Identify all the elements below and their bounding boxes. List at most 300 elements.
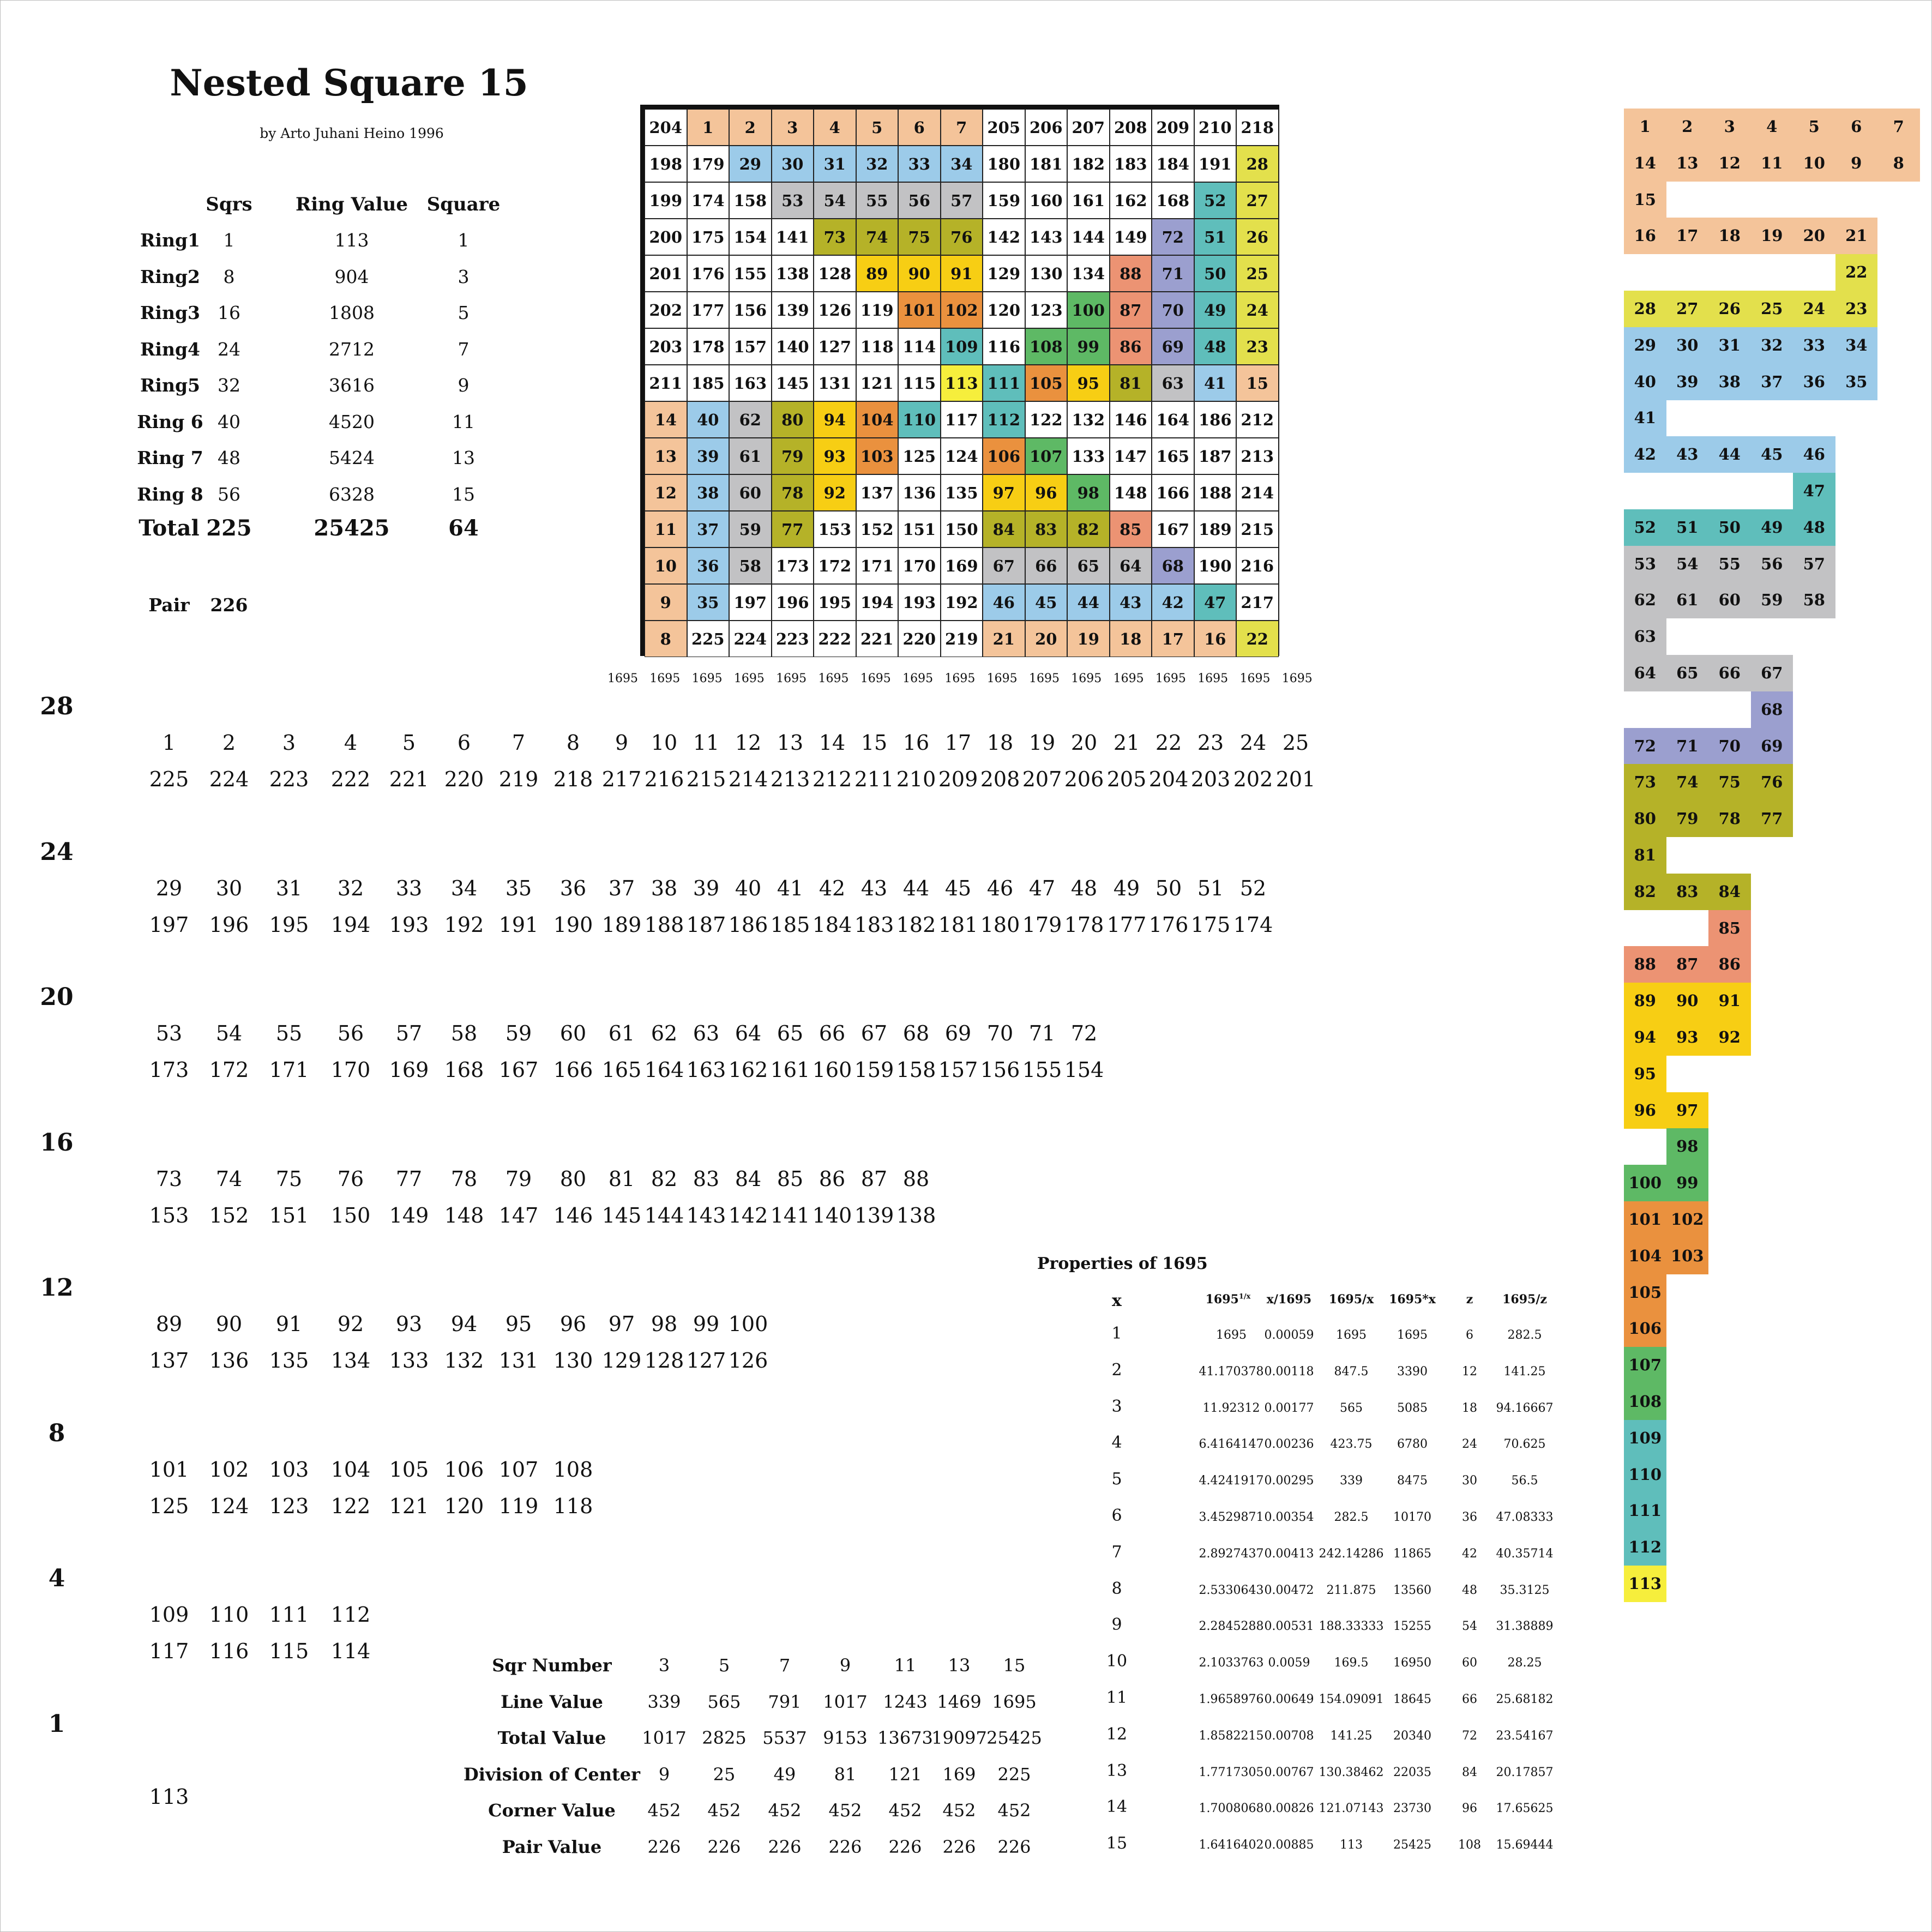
sqr-table-value: 25: [713, 1764, 736, 1785]
properties-value: 54: [1462, 1620, 1477, 1634]
pair-top: 43: [860, 876, 888, 900]
sqr-table-value: 11: [894, 1655, 917, 1676]
properties-value: 48: [1462, 1583, 1477, 1597]
pair-bottom: 162: [728, 1058, 768, 1082]
grid-cell: 5: [856, 109, 899, 146]
total-value: 225: [206, 515, 252, 541]
grid-cell: 10: [645, 547, 687, 584]
properties-value: 0.0059: [1268, 1656, 1310, 1670]
properties-value: 2.2845288: [1199, 1620, 1264, 1634]
strip-cell: 35: [1835, 364, 1878, 400]
grid-cell: 175: [687, 219, 730, 255]
grid-cell: 61: [729, 438, 772, 474]
strip-cell: 64: [1624, 655, 1666, 691]
ring-value: 5: [458, 302, 470, 323]
properties-value: 0.00885: [1264, 1838, 1314, 1852]
strip-cell: 40: [1624, 364, 1666, 400]
pair-bottom: 185: [770, 912, 810, 937]
grid-cell: 154: [729, 219, 772, 255]
properties-value: 0.00177: [1264, 1401, 1314, 1415]
properties-value: 20340: [1393, 1729, 1431, 1743]
pair-bottom: 190: [553, 912, 593, 937]
strip-cell: 7: [1877, 109, 1920, 145]
pair-top: 45: [944, 876, 972, 900]
ring-value: 32: [218, 375, 240, 396]
pair-top: 101: [149, 1457, 189, 1482]
pair-bottom: 118: [553, 1494, 593, 1518]
pair-bottom: 186: [728, 912, 768, 937]
grid-cell: 14: [645, 401, 687, 438]
grid-cell: 7: [941, 109, 983, 146]
grid-cell: 141: [772, 219, 814, 255]
grid-cell: 158: [729, 182, 772, 219]
strip-cell: 96: [1624, 1092, 1666, 1129]
properties-value: 1.7008068: [1199, 1802, 1264, 1816]
grid-cell: 72: [1152, 219, 1194, 255]
pair-top: 15: [860, 731, 888, 755]
pair-bottom: 152: [209, 1203, 249, 1227]
properties-value: 108: [1458, 1838, 1481, 1852]
properties-value: 15.69444: [1496, 1838, 1554, 1852]
strip-cell: 106: [1624, 1310, 1666, 1347]
pair-bottom: 201: [1275, 767, 1316, 791]
pair-bottom: 182: [896, 912, 936, 937]
grid-cell: 87: [1110, 292, 1152, 328]
grid-cell: 97: [983, 474, 1025, 511]
sqr-table-value: 226: [997, 1836, 1031, 1857]
properties-value: 211.875: [1326, 1583, 1376, 1597]
grid-cell: 166: [1152, 474, 1194, 511]
properties-x: 5: [1111, 1470, 1122, 1489]
strip-cell: 63: [1624, 618, 1666, 655]
grid-cell: 150: [941, 511, 983, 547]
properties-x: 7: [1111, 1542, 1122, 1562]
grid-cell: 119: [856, 292, 899, 328]
pair-top: 32: [337, 876, 364, 900]
grid-cell: 196: [772, 584, 814, 621]
sqr-table-value: 225: [997, 1764, 1031, 1785]
pair-bottom: 175: [1190, 912, 1231, 937]
grid-cell: 176: [687, 255, 730, 292]
grid-cell: 44: [1067, 584, 1110, 621]
grid-cell: 35: [687, 584, 730, 621]
pair-bottom: 188: [644, 912, 684, 937]
grid-cell: 136: [898, 474, 941, 511]
grid-cell: 139: [772, 292, 814, 328]
pair-top: 87: [860, 1166, 888, 1191]
pair-bottom: 143: [686, 1203, 726, 1227]
strip-cell: 11: [1751, 145, 1793, 182]
grid-cell: 12: [645, 474, 687, 511]
grid-cell: 67: [983, 547, 1025, 584]
pair-bottom: 180: [980, 912, 1020, 937]
grid-cell: 30: [772, 146, 814, 182]
pair-top: 37: [608, 876, 635, 900]
grid-cell: 142: [983, 219, 1025, 255]
properties-x: 10: [1106, 1652, 1128, 1671]
pair-top: 92: [337, 1312, 364, 1336]
pair-bottom: 120: [444, 1494, 484, 1518]
grid-cell: 9: [645, 584, 687, 621]
sqr-table-value: 452: [942, 1800, 976, 1821]
strip-cell: 27: [1666, 291, 1709, 327]
grid-cell: 167: [1152, 511, 1194, 547]
pair-bottom: 132: [444, 1349, 484, 1373]
grid-cell: 17: [1152, 621, 1194, 657]
grid-cell: 216: [1236, 547, 1279, 584]
pair-bottom: 142: [728, 1203, 768, 1227]
strip-cell: 77: [1751, 801, 1793, 837]
grid-cell: 205: [983, 109, 1025, 146]
grid-cell: 85: [1110, 511, 1152, 547]
pair-top: 35: [505, 876, 532, 900]
group-label: 1: [48, 1710, 65, 1738]
strip-cell: 109: [1624, 1420, 1666, 1456]
strip-cell: 69: [1751, 728, 1793, 765]
properties-value: 1.7717305: [1199, 1765, 1264, 1779]
pair-bottom: 138: [896, 1203, 936, 1227]
grid-cell: 115: [898, 365, 941, 401]
line-sum: 1695: [860, 672, 891, 685]
pair-top: 61: [608, 1021, 635, 1045]
strip-cell: 15: [1624, 182, 1666, 218]
grid-cell: 112: [983, 401, 1025, 438]
pair-bottom: 217: [601, 767, 642, 791]
properties-header: z: [1466, 1292, 1473, 1307]
pair-bottom: 205: [1106, 767, 1147, 791]
pair-top: 75: [275, 1166, 303, 1191]
properties-value: 0.00295: [1264, 1474, 1314, 1488]
sqr-table-value: 19097: [931, 1728, 987, 1748]
grid-cell: 43: [1110, 584, 1152, 621]
pair-top: 56: [337, 1021, 364, 1045]
pair-top: 57: [395, 1021, 423, 1045]
sqr-table-value: 9: [839, 1655, 851, 1676]
grid-cell: 190: [1194, 547, 1237, 584]
grid-cell: 99: [1067, 328, 1110, 365]
pair-top: 108: [553, 1457, 593, 1482]
grid-cell: 152: [856, 511, 899, 547]
pair-bottom: 146: [553, 1203, 593, 1227]
properties-value: 169.5: [1334, 1656, 1369, 1670]
properties-value: 47.08333: [1496, 1510, 1554, 1524]
grid-cell: 135: [941, 474, 983, 511]
strip-cell: 85: [1708, 910, 1751, 947]
line-sum: 1695: [902, 672, 934, 685]
pair-top: 96: [559, 1312, 587, 1336]
line-sum: 1695: [607, 672, 638, 685]
ring-value: 5424: [329, 447, 375, 468]
grid-cell: 155: [729, 255, 772, 292]
pair-top: 62: [651, 1021, 678, 1045]
pair-top: 2: [222, 731, 236, 755]
pair-bottom: 147: [498, 1203, 539, 1227]
grid-cell: 164: [1152, 401, 1194, 438]
line-sum: 1695: [649, 672, 681, 685]
ring-table-header: Square: [426, 194, 501, 215]
properties-value: 0.00531: [1264, 1620, 1314, 1634]
line-sum: 1695: [986, 672, 1018, 685]
pair-bottom: 192: [444, 912, 484, 937]
pair-bottom: 173: [149, 1058, 189, 1082]
strip-cell: 95: [1624, 1056, 1666, 1092]
strip-cell: 67: [1751, 655, 1793, 691]
sqr-table-value: 452: [707, 1800, 741, 1821]
strip-cell: 13: [1666, 145, 1709, 182]
pair-bottom: 223: [269, 767, 309, 791]
ring-value: 3616: [329, 375, 375, 396]
strip-cell: 68: [1751, 691, 1793, 728]
grid-cell: 86: [1110, 328, 1152, 365]
strip-cell: 25: [1751, 291, 1793, 327]
magic-square-grid: [640, 105, 1279, 656]
group-label: 12: [40, 1274, 74, 1302]
sqr-table-value: 7: [779, 1655, 791, 1676]
pair-top: 33: [395, 876, 423, 900]
properties-value: 17.65625: [1496, 1802, 1554, 1816]
pair-bottom: 181: [938, 912, 978, 937]
strip-cell: 17: [1666, 218, 1709, 254]
properties-value: 36: [1462, 1510, 1477, 1524]
strip-cell: 1: [1624, 109, 1666, 145]
strip-cell: 5: [1793, 109, 1835, 145]
grid-cell: 180: [983, 146, 1025, 182]
strip-cell: 21: [1835, 218, 1878, 254]
grid-cell: 65: [1067, 547, 1110, 584]
grid-cell: 117: [941, 401, 983, 438]
ring-value: 8: [223, 266, 235, 287]
grid-cell: 1: [687, 109, 730, 146]
grid-cell: 213: [1236, 438, 1279, 474]
grid-cell: 120: [983, 292, 1025, 328]
line-sum: 1695: [818, 672, 849, 685]
properties-value: 423.75: [1330, 1437, 1373, 1452]
sqr-table-value: 226: [768, 1836, 802, 1857]
pair-top: 77: [395, 1166, 423, 1191]
pair-bottom: 207: [1022, 767, 1062, 791]
grid-cell: 40: [687, 401, 730, 438]
properties-value: 5085: [1397, 1401, 1428, 1415]
grid-cell: 184: [1152, 146, 1194, 182]
properties-value: 1695: [1216, 1328, 1247, 1342]
pair-bottom: 172: [209, 1058, 249, 1082]
grid-cell: 91: [941, 255, 983, 292]
ring-value: 2712: [329, 338, 375, 360]
strip-cell: 18: [1708, 218, 1751, 254]
properties-title: Properties of 1695: [1037, 1254, 1208, 1273]
pair-top: 58: [450, 1021, 478, 1045]
pair-bottom: 216: [644, 767, 684, 791]
pair-bottom: 187: [686, 912, 726, 937]
properties-value: 60: [1462, 1656, 1477, 1670]
strip-cell: 47: [1793, 473, 1835, 509]
pair-top: 31: [275, 876, 303, 900]
properties-value: 41.170378: [1199, 1364, 1264, 1379]
strip-cell: 60: [1708, 582, 1751, 618]
ring-value: 6328: [329, 483, 375, 505]
pair-bottom: 134: [330, 1349, 371, 1373]
ring-value: 16: [218, 302, 240, 323]
grid-cell: 111: [983, 365, 1025, 401]
grid-cell: 81: [1110, 365, 1152, 401]
grid-cell: 55: [856, 182, 899, 219]
sqr-table-label: Sqr Number: [492, 1655, 612, 1676]
grid-cell: 147: [1110, 438, 1152, 474]
ring-label: Ring3: [140, 302, 200, 323]
grid-cell: 133: [1067, 438, 1110, 474]
strip-cell: 108: [1624, 1383, 1666, 1420]
line-sum: 1695: [733, 672, 765, 685]
pair-bottom: 156: [980, 1058, 1020, 1082]
grid-cell: 157: [729, 328, 772, 365]
pair-top: 72: [1070, 1021, 1098, 1045]
pair-bottom: 184: [812, 912, 852, 937]
strip-cell: 100: [1624, 1165, 1666, 1201]
strip-cell: 16: [1624, 218, 1666, 254]
line-sum: 1695: [1029, 672, 1060, 685]
pair-bottom: 171: [269, 1058, 309, 1082]
properties-value: 0.00059: [1264, 1328, 1314, 1342]
pair-bottom: 129: [601, 1349, 642, 1373]
pair-bottom: 176: [1148, 912, 1189, 937]
properties-value: 339: [1340, 1474, 1363, 1488]
grid-cell: 127: [814, 328, 856, 365]
properties-value: 0.00118: [1264, 1364, 1314, 1379]
strip-cell: 62: [1624, 582, 1666, 618]
pair-top: 16: [902, 731, 930, 755]
pair-bottom: 195: [269, 912, 309, 937]
grid-cell: 224: [729, 621, 772, 657]
grid-cell: 118: [856, 328, 899, 365]
properties-value: 25425: [1393, 1838, 1431, 1852]
properties-value: 25.68182: [1496, 1693, 1554, 1706]
pair-top: 98: [651, 1312, 678, 1336]
pair-top: 91: [275, 1312, 303, 1336]
sqr-table-label: Corner Value: [488, 1800, 616, 1821]
grid-cell: 26: [1236, 219, 1279, 255]
strip-cell: 91: [1708, 983, 1751, 1019]
sqr-table-label: Pair Value: [502, 1836, 602, 1857]
pair-top: 14: [818, 731, 846, 755]
pair-bottom: 163: [686, 1058, 726, 1082]
pair-bottom: 178: [1064, 912, 1104, 937]
properties-x: 15: [1106, 1834, 1128, 1853]
ring-value: 11: [452, 411, 475, 432]
pair-top: 71: [1028, 1021, 1056, 1045]
ring-label: Ring 6: [137, 411, 203, 432]
strip-cell: 23: [1835, 291, 1878, 327]
sqr-table-value: 791: [768, 1691, 802, 1712]
ring-label: Ring2: [140, 266, 200, 287]
pair-top: 54: [215, 1021, 243, 1045]
pair-top: 69: [944, 1021, 972, 1045]
strip-cell: 28: [1624, 291, 1666, 327]
strip-cell: 34: [1835, 327, 1878, 364]
grid-cell: 214: [1236, 474, 1279, 511]
grid-cell: 29: [729, 146, 772, 182]
grid-cell: 37: [687, 511, 730, 547]
properties-value: 0.00767: [1264, 1765, 1314, 1779]
sqr-table-value: 15: [1003, 1655, 1026, 1676]
pair-top: 59: [505, 1021, 532, 1045]
grid-cell: 20: [1025, 621, 1068, 657]
grid-cell: 39: [687, 438, 730, 474]
sqr-table-value: 2825: [702, 1728, 747, 1748]
pair-bottom: 149: [389, 1203, 429, 1227]
sqr-table-value: 1017: [823, 1691, 868, 1712]
pair-top: 8: [566, 731, 580, 755]
strip-cell: 31: [1708, 327, 1751, 364]
grid-cell: 75: [898, 219, 941, 255]
sqr-table-value: 452: [768, 1800, 802, 1821]
sqr-table-value: 565: [707, 1691, 741, 1712]
grid-cell: 101: [898, 292, 941, 328]
grid-cell: 204: [645, 109, 687, 146]
strip-cell: 51: [1666, 509, 1709, 546]
properties-value: 23730: [1393, 1802, 1431, 1816]
group-label: 4: [48, 1564, 65, 1592]
strip-cell: 92: [1708, 1019, 1751, 1056]
grid-cell: 24: [1236, 292, 1279, 328]
strip-cell: 50: [1708, 509, 1751, 546]
pair-bottom: 139: [854, 1203, 894, 1227]
grid-cell: 172: [814, 547, 856, 584]
strip-cell: 53: [1624, 546, 1666, 582]
line-sum: 1695: [1197, 672, 1229, 685]
grid-cell: 98: [1067, 474, 1110, 511]
ring-value: 3: [458, 266, 470, 287]
strip-cell: 97: [1666, 1092, 1709, 1129]
strip-cell: 39: [1666, 364, 1709, 400]
pair-bottom: 170: [330, 1058, 371, 1082]
pair-bottom: 140: [812, 1203, 852, 1227]
strip-cell: 103: [1666, 1238, 1709, 1274]
grid-cell: 161: [1067, 182, 1110, 219]
properties-x: 9: [1111, 1615, 1122, 1635]
ring-table-header: Sqrs: [206, 194, 252, 215]
strip-cell: 79: [1666, 801, 1709, 837]
grid-cell: 215: [1236, 511, 1279, 547]
grid-cell: 192: [941, 584, 983, 621]
strip-cell: 98: [1666, 1128, 1709, 1165]
grid-cell: 57: [941, 182, 983, 219]
strip-cell: 48: [1793, 509, 1835, 546]
strip-cell: 41: [1624, 400, 1666, 436]
properties-value: 10170: [1393, 1510, 1431, 1524]
grid-cell: 46: [983, 584, 1025, 621]
pair-top: 93: [395, 1312, 423, 1336]
pair-top: 46: [986, 876, 1014, 900]
grid-cell: 27: [1236, 182, 1279, 219]
pair-bottom: 160: [812, 1058, 852, 1082]
sqr-table-value: 1243: [883, 1691, 928, 1712]
grid-cell: 217: [1236, 584, 1279, 621]
strip-cell: 42: [1624, 436, 1666, 473]
pair-top: 39: [693, 876, 720, 900]
grid-cell: 188: [1194, 474, 1237, 511]
ring-label: Ring 7: [137, 447, 203, 468]
properties-x: 3: [1111, 1397, 1122, 1416]
ring-value: 904: [334, 266, 369, 287]
grid-cell: 151: [898, 511, 941, 547]
grid-cell: 4: [814, 109, 856, 146]
strip-cell: 105: [1624, 1274, 1666, 1311]
pair-bottom: 125: [149, 1494, 189, 1518]
pair-top: 110: [209, 1603, 249, 1627]
properties-value: 23.54167: [1496, 1729, 1554, 1743]
pair-top: 1: [162, 731, 176, 755]
strip-cell: 49: [1751, 509, 1793, 546]
